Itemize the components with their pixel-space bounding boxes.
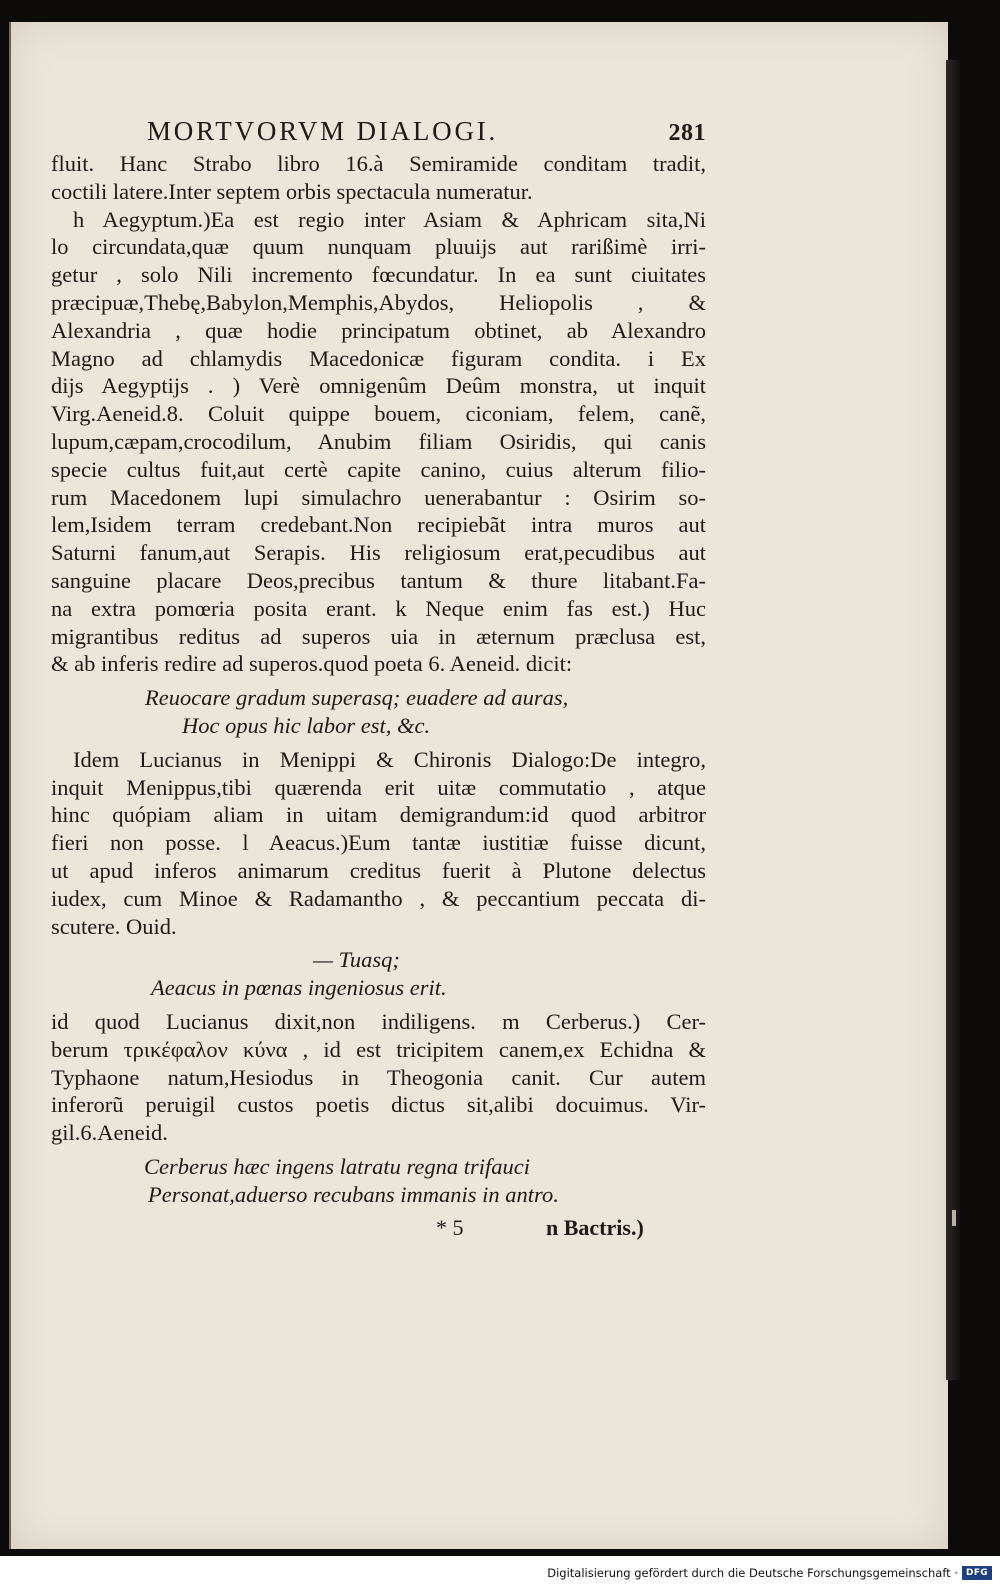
text-line: lupum,cæpam,crocodilum, Anubim filiam Osiridis, qui canis	[51, 428, 706, 454]
text-line: scutere. Ouid.	[51, 913, 177, 939]
verse-quotation-ovid	[51, 946, 706, 1002]
text-line: inferorũ peruigil custos poetis dictus sit,alibi docuimus. Vir-	[51, 1092, 706, 1118]
text-line: Virg.Aeneid.8. Coluit quippe bouem, ciconiam, felem, canẽ,	[51, 401, 706, 427]
digitization-footer	[0, 1556, 1000, 1590]
text-line: Idem Lucianus in Menippi & Chironis Dialogo:De integro,	[73, 746, 706, 772]
text-line: Alexandria , quæ hodie principatum obtinet, ab Alexandro	[51, 317, 706, 343]
text-line: migrantibus reditus ad superos uia in æternum præclusa est,	[51, 623, 706, 649]
text-line: berum τρικέφαλον κύνα , id est tricipitem canem,ex Echidna &	[51, 1036, 706, 1062]
verse-line: Reuocare gradum superasq; euadere ad auras,	[145, 685, 569, 711]
text-line: fluit. Hanc Strabo libro 16.à Semiramide conditam tradit,	[51, 151, 706, 176]
text-line: na extra pomœria posita erant. k Neque enim fas est.) Huc	[51, 595, 706, 621]
paragraph-cerberus	[51, 1008, 706, 1147]
paragraph-lucianus	[51, 746, 706, 941]
dfg-logo-icon: DFG	[962, 1566, 992, 1580]
text-line: ut apud inferos animarum creditus fuerit à Plutone delectus	[51, 857, 706, 883]
text-line: rum Macedonem lupi simulachro uenerabantur : Osirim so-	[51, 484, 706, 510]
verse-quotation-aeneid	[51, 684, 706, 740]
running-head-title: MORTVORVM DIALOGI.	[147, 116, 499, 146]
book-page	[9, 22, 948, 1549]
text-line: & ab inferis redire ad superos.quod poeta 6. Aeneid. dicit:	[51, 651, 573, 677]
catchword: n Bactris.)	[546, 1215, 644, 1241]
verse-line: Hoc opus hic labor est, &c.	[182, 712, 431, 738]
signature-line	[51, 1214, 706, 1242]
signature-mark: * 5	[436, 1215, 464, 1241]
verse-line: Aeacus in pœnas ingeniosus erit.	[151, 975, 447, 1001]
text-line: h Aegyptum.)Ea est regio inter Asiam & Aphricam sita,Ni	[73, 206, 706, 232]
text-line: iudex, cum Minoe & Radamantho , & peccantium peccata di-	[51, 885, 706, 911]
text-line: Typhaone natum,Hesiodus in Theogonia canit. Cur autem	[51, 1064, 706, 1090]
text-line: inquit Menippus,tibi quærenda erit uitæ commutatio , atque	[51, 774, 706, 800]
text-line: lem,Isidem terram credebant.Non recipiebãt intra muros aut	[51, 512, 706, 538]
text-line: Magno ad chlamydis Macedonicæ figuram condita. i Ex	[51, 345, 706, 371]
text-line: sanguine placare Deos,precibus tantum & thure litabant.Fa-	[51, 567, 706, 593]
verse-line: — Tuasq;	[313, 947, 400, 973]
text-line: Saturni fanum,aut Serapis. His religiosum erat,pecudibus aut	[51, 540, 706, 566]
text-line: getur , solo Nili incremento fœcundatur. In ea sunt ciuitates	[51, 262, 706, 288]
text-line: hinc quópiam aliam in uitam demigrandum:id quod arbitror	[51, 802, 706, 828]
text-line: specie cultus fuit,aut certè capite canino, cuius alterum filio-	[51, 456, 706, 482]
paragraph-aegyptum	[51, 206, 706, 679]
text-line: præcipuæ,Thebę,Babylon,Memphis,Abydos, Heliopolis , &	[51, 289, 706, 315]
verse-line: Personat,aduerso recubans immanis in antro.	[148, 1181, 559, 1207]
page-edge-shadow	[946, 60, 960, 1380]
text-line: id quod Lucianus dixit,non indiligens. m Cerberus.) Cer-	[51, 1008, 706, 1034]
page-number: 281	[668, 120, 706, 146]
paragraph-strabo	[51, 150, 706, 206]
text-line: fieri non posse. l Aeacus.)Eum tantæ iustitiæ fuisse dicunt,	[51, 830, 706, 856]
page-edge-mark	[952, 1210, 956, 1226]
text-line: dijs Aegyptijs . ) Verè omnigenûm Deûm monstra, ut inquit	[51, 373, 706, 399]
footer-credit-text: Digitalisierung gefördert durch die Deutsche Forschungsgemeinschaft ·	[547, 1566, 958, 1580]
verse-line: Cerberus hæc ingens latratu regna trifauci	[144, 1153, 531, 1179]
text-line: coctili latere.Inter septem orbis spectacula numeratur.	[51, 178, 533, 204]
text-line: lo circundata,quæ quum nunquam pluuijs aut rarißimè irri-	[51, 234, 706, 260]
running-head	[147, 114, 706, 150]
verse-quotation-virgil	[51, 1153, 706, 1209]
page-text	[51, 114, 706, 1242]
text-line: gil.6.Aeneid.	[51, 1120, 168, 1146]
